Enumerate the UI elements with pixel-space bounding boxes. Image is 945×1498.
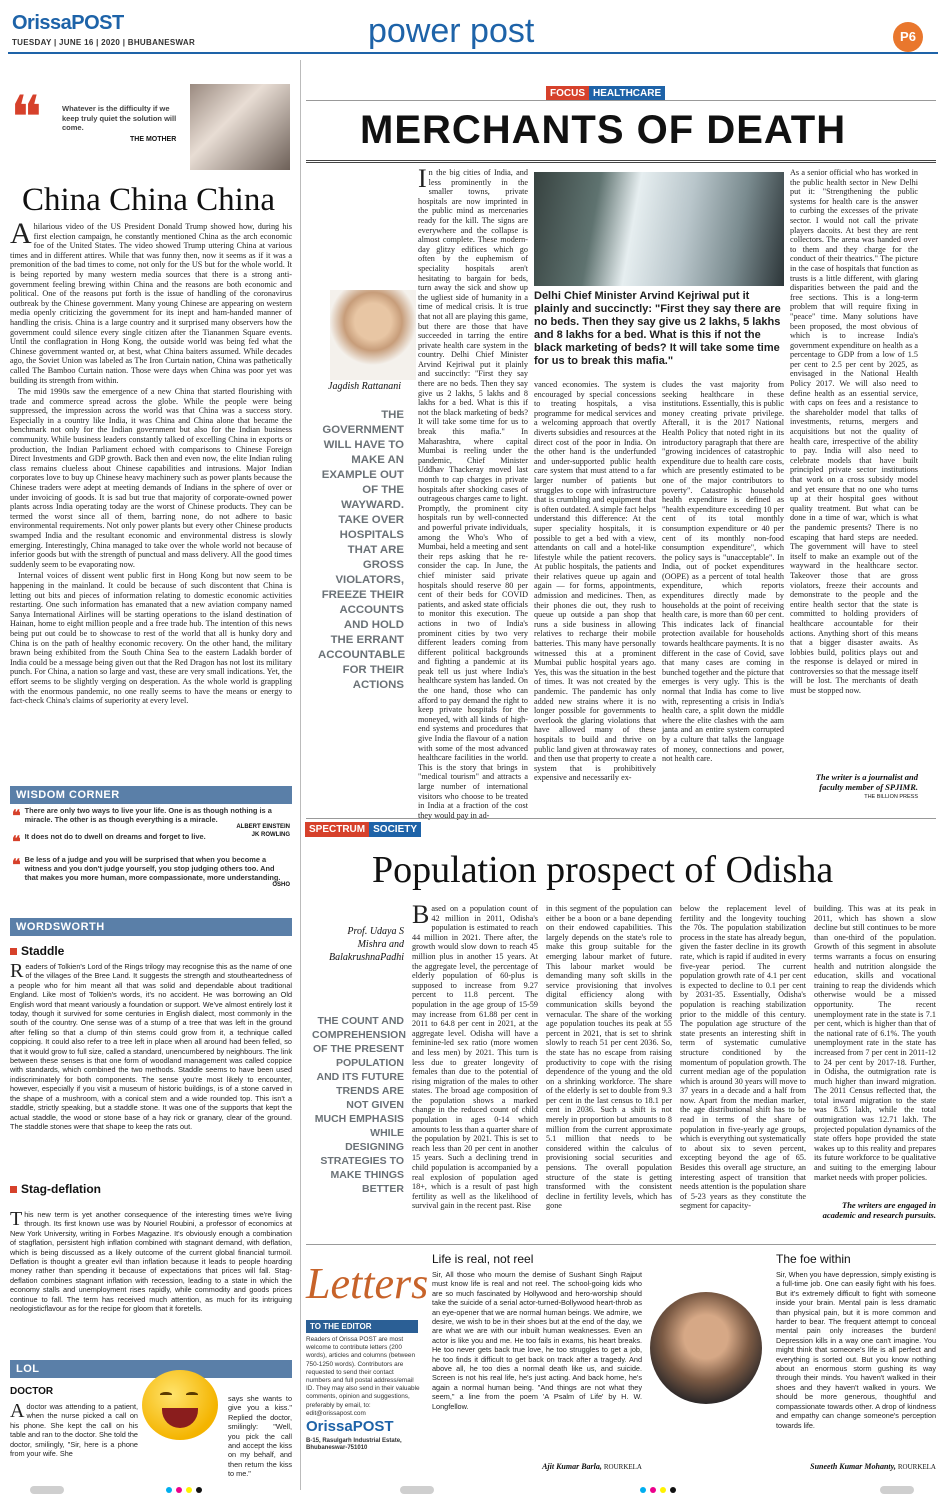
lol-header: LOL (10, 1360, 292, 1378)
article-column-3: below the replacement level of fertility and the longevity touching the 70s. The population stabilization process in the state has already begun, given the faster decline in its growth rate, which is rapid if audited in every five-year period. The current population growth rate of 4.1 per cent is expected to decline to 0.1 per cent by 2031-35. Essentially, Odisha's population is reaching stabilization prior to the middle of this century. The population age structure of the state presents an interesting shift in term of systematic cumulative structure conditioned by the momentum of population growth. The current median age of the population which is around 30 years will move to 37 years in a decade and a half from now. Apart from the median marker, the age distributional shift has to be read in terms of the share of population in five-yearly age groups, which is everything out systematically to about six to seven percent, excepting beyond the age of 65. Besides this overall age structure, an interesting aspect of transition that needs attention is the population share of 5-23 years as they constitute the segment for capacity- (680, 904, 806, 1211)
article-column-3: cludes the vast majority from seeking healthcare in these institutions. Essentially, this is public money creating private privilege. Afterall, it is the 2017 National Health Policy that noted right in its introductory paragraph that there are "growing incidences of catastrophic expenditure due to health care costs, which are presently estimated to be one of the major contributors to poverty". Catastrophic household health expenditure is defined as "health expenditure exceeding 10 per cent of its total monthly consumption expenditure or 40 per cent of its monthly non-food consumption expenditure", which the policy says is "unacceptable". In India, out of pocket expenditures (OOPE) as a percent of total health expenditure, which reports expenditures directly made by households at the point of receiving health care, is more than 60 per cent. This indicates lack of financial protection available for households towards healthcare payments. It is no different in the case of Covid, save that many cases are coming in bunched together and the picture that emerges is very ugly. This is the normal that India has come to live with, representing a crisis in India's health care, a split down the middle where the elite clashes with the aam janta and an entire system corrupted by a culture that talks the language of money, connections and power, not health care. (662, 380, 785, 764)
letters-title: Letters (306, 1259, 429, 1308)
article-column-2: in this segment of the population can either be a boon or a bane depending on their endowed capabilities. This largely depends on the state's role to make this group suitable for the emerging labour market of future. This labour market would be demanding many soft skills in the service provisioning that involves digital efficiency along with communication skills beyond the vernacular. The share of the working age population touches its peak at 55 percent in 2021, that is set to shrink slowly to reach 51 per cent 2036. So, the state has no escape from raising productivity to cope with the rising dependence of the young and the old on a shrinking workforce. The share of the elderly is set to double from 9.3 per cent in the last census to 18.1 per cent in 2036. Such a shift is not merely in proportion but amounts to 8 million from the current approximate 5.1 million that needs to be considered within the calculus of provisioning social securities and pensions. The overall population structure of the state is getting transformed with the consistent decline in fertility levels, which has gone (546, 904, 672, 1211)
quote-icon: ❝ (12, 806, 21, 825)
divider (306, 1244, 936, 1245)
letter-signature: Ajit Kumar Barla, ROURKELA (542, 1462, 642, 1471)
staddle-heading: Staddle (10, 944, 64, 958)
editorial-title: China China China (22, 182, 275, 218)
letters-note: Readers of Orissa POST are most welcome to contribute letters (200 words), articles and columns (between 750-1250 words). Contributors are requested to send their contact numbers and full postal address/email ID. They may also send in their valuable comments, opinion and suggestions, preferably by email, to: edit@orissapost.com (306, 1336, 420, 1417)
pull-quote: THE GOVERNMENT WILL HAVE TO MAKE AN EXAMPLE OUT OF THE WAYWARD. TAKE OVER HOSPITALS THAT ARE GROSS VIOLATORS, FREEZE THEIR ACCOUNTS AND HOLD THE ERRANT ACCOUNTABLE FOR THEIR ACTIONS (318, 409, 406, 691)
photo-caption: Delhi Chief Minister Arvind Kejriwal put it plainly and succinctly: "First they say there are no beds. Then they say give us 2 lakhs, 5 lakhs and 8 lakhs for a bed. What is this if not the black marketing of beds? It will take some time for us to break this mafia." (534, 290, 781, 367)
author-name: Jagdish Rattanani (328, 381, 402, 392)
section-tag: SPECTRUM SOCIETY (305, 824, 421, 835)
wisdom-quote: ❝ It does not do to dwell on dreams and forget to live. JK ROWLING (12, 832, 290, 851)
article-column-4: building. This was at its peak in 2011, which has shown a slow decline but still continues to be more than one-third of the population. Growth of this segment in absolute terms warrants a focus on ensuring health and nutrition alongside the education, skills and vocational training to reap the dividends which otherwise would be a missed opportunity. The recent unemployment rate in the state is 7.1 per cent, which is higher than that of the national rate of 6.1%. The youth unemployment rate in the state has increased from 7 per cent in 2011-12 to 24 per cent by 2017-18. Further, in Odisha, the outmigration rate is much higher than inward migration. The 2011 Census reflected that, the total inward migration to the state was 8.55 lakh, while the total outmigration was 12.71 lakh. The projected population dynamics of the state offers hope provided the state wakes up to this reality and prepares its future workforce to be qualitative and suiting to the emerging labour market needs with proper policies. (814, 904, 936, 1182)
letter-title: The foe within (776, 1252, 851, 1266)
section-tag: FOCUS HEALTHCARE (546, 88, 665, 99)
color-dots (166, 1487, 202, 1493)
divider (306, 100, 936, 101)
article-column-2: vanced economies. The system is encouraged by special concessions to treating hospitals, a visa programme for medical services and a welcoming approach that overtly diverts subsidies and resources at the direct cost of the poor in India. On the other hand is the underfunded and under-supported public health care system that must attend to a far larger number of patients but struggles to cope with infrastructure that is crumbling and equipment that is often outdated. A simple fact helps understand this difference: At the super speciality hospitals, it is possible to get a bed with a view, attendants on call and a hotel-like lifestyle while the patient recovers. At public hospitals, the patients and their relatives queue up again and again — for forms, appointments, admission and medicines. Then, as their phones die out, they rush to queue up outside a pan shop that runs a side business in allowing relatives to recharge their mobile batteries. This many have personally witnessed this at a prominent Mumbai public hospital years ago. Yes, this was the situation in the best of times. It was not created by the pandemic. The pandemic has only added new strains where it is no longer possible for governments to overlook the glaring violations that have allowed many of these hospitals to build and thrive on public land given at throwaway rates and then use that property to create a system that is prohibitively expensive and necessarily ex- (534, 380, 656, 783)
letter-body: Sir, When you have depression, simply existing is a full-time job. One can easily fight with his foes. But it's extremely difficult to fight with someone inside your brain. Mental pain is less dramatic than physical pain, but it is more common and harder to bear. The frequent attempt to conceal mental pain only increases the burden! Depression kills in a way one can't imagine. You might think that someone's life is all perfect and everything is sorted out. But you know nothing about an enormous storm gushing its way through their minds. You haven't walked in their shoes and they haven't walked in yours. We should be more generous, thoughtful and compassionate towards other. A drop of kindness and empathy can change someone's perception towards life. (776, 1270, 936, 1430)
stag-deflation-heading: Stag-deflation (10, 1182, 101, 1196)
newspaper-logo: OrissaPOST (306, 1418, 394, 1435)
the-mother-photo (190, 84, 290, 170)
wisdom-quote: ❝ There are only two ways to live your life. One is as though nothing is a miracle. The other is as though everything is a miracle. ALBERT EINSTEIN (12, 806, 290, 830)
joke-title: DOCTOR (10, 1386, 54, 1397)
wordsworth-header: WORDSWORTH (10, 918, 292, 936)
quote-icon: ❝ (10, 83, 43, 153)
masthead (8, 8, 938, 54)
sushant-singh-rajput-photo (650, 1292, 762, 1404)
top-quote-author: THE MOTHER (130, 136, 177, 143)
writer-note: The writer is a journalist and faculty member of SPJIMR. (815, 772, 918, 792)
staddle-body: Readers of Tolkien's Lord of the Rings trilogy may recognise this as the name of one of the villages of the Bree Land. It suggests the strength and stoutheartedness of a people who for him meant all that was solid and dependable about traditional England. Like most of Tolkien's words, it's no accident. He was borrowing an Old English word that meant variously a foundation or support. We've almost entirely lost it today, though it survived for some centuries in English dialect, most commonly in the south of the country. One sense was of a stump of a tree that was left in the ground after felling so that a clump of thin stems could grow from it, a technique called coppicing. It could also refer to a tree left in place when all around had been felled, so that it would grow to full size, called a standard, unencumbered by neighbours. The link between these senses is that one form of woodland management was called coppice with standards, which combined the two methods. Staddle seems to have been used indiscriminately for both components. The sense you're most likely to encounter, however, especially if you visit a museum of historic buildings, is of a stone carved in the shape of a mushroom, with a conical stem and a wide rounded top. This isn't a staddle, strictly speaking, but a staddle stone. It was one of the supports that kept the actual staddle, the wood or stone base of a hay rick or granary, clear of the ground. The staddle stones were that shape to keep the rats out. (10, 960, 292, 1131)
author-photo (330, 290, 416, 380)
article-authors: Prof. Udaya S Mishra and BalakrushnaPadhi (329, 926, 404, 963)
quote-icon: ❝ (12, 832, 21, 851)
registration-mark (880, 1486, 914, 1494)
dropcap: A (10, 217, 32, 250)
wisdom-quote: ❝ Be less of a judge and you will be surprised that when you become a witness and you don't judge yourself, you stop judging others too. And that makes you more human, more compassionate, more understanding. OSHO (12, 855, 290, 888)
pull-quote: THE COUNT AND COMPREHENSION OF THE PRESENT POPULATION AND ITS FUTURE TRENDS ARE NOT GIVEN MUCH EMPHASIS WHILE DESIGNING STRATEGIES TO MAKE THINGS BETTER (312, 1015, 406, 1195)
column-divider (300, 60, 301, 1490)
letter-body: Sir, All those who mourn the demise of Sushant Singh Rajput must know life is real and not reel. The school-going kids who are so much fascinated by Hollywood and hero-worship should take the suicide of a serial actor-turned-Bollywood heart-throb as an eye-opener that we are normal human beings. We admire, we desire, we wish to be in their shoes but at the end of the day, we are what we are with our inbuilt human weaknesses. Even an actor is like you and me. He too fails in exams, his heart breaks. He too never gets back true love, he too struggles to get a job, he too finds it difficult to get back on track after a tragedy. And above all, he too dies a normal death like us, and suicide. Screen is not his real life, he's just acting. And back home, he's again a normal human being. "And things are not what they seem," a line from the poem 'A Psalm of Life' by H. W. Longfellow. (432, 1270, 642, 1411)
divider (306, 818, 936, 819)
wisdom-corner-header: WISDOM CORNER (10, 786, 292, 804)
newspaper-logo: OrissaPOST (12, 12, 124, 34)
postal-address: B-15, Rasulgarh Industrial Estate, Bhubaneswar-751010 (306, 1438, 402, 1452)
top-quote-text: Whatever is the difficulty if we keep truly quiet the solution will come. (62, 104, 177, 132)
quote-icon: ❝ (12, 855, 21, 874)
divider (306, 160, 936, 163)
page-title: power post (368, 12, 535, 50)
page-number-badge: P6 (893, 22, 923, 52)
letter-title: Life is real, not reel (432, 1252, 534, 1266)
article-column-1: In the big cities of India, and less prominently in the smaller towns, private hospitals are now imprinted in the public mind as mercenaries ready for the kill. The signs are everywhere and the collapse is almost complete. These modern-day glitzy edifices which go often by the euphemism of speciality hospitals aren't hesitating to bargain for beds, turn away the sick and show up the ugliest side of humanity in a time of medical crisis. It is true that not all are playing this game, but there are those that have succeeded in tarring the entire private health care system in the country. Delhi Chief Minister Arvind Kejriwal put it plainly and succinctly: "First they say there are no beds. Then they say give us 2 lakhs, 5 lakhs and 8 lakhs for a bed. What is this if not the black marketing of beds? It will take some time for us to break this mafia." In Maharashtra, where capital Mumbai is reeling under the pandemic, Chief Minister Uddhav Thackeray moved last month to cap charges in private hospitals after shocking cases of outrageous charges came to light. Promptly, the prominent city hospitals run by well-connected and powerful private individuals, among the Who's Who of Mumbai, held a meeting and sent their reps asking that he re-consider the cap. In June, the chief minister said private hospitals should reserve 80 per cent of their beds for COVID patients, and asked state officials to monitor this execution. The actions in two of India's prominent cities by two very different leaders coming from different political backgrounds and fighting a pandemic at its peak tell us just where India's healthcare system has landed. On the one hand, those who can afford to pay demand the right to keep private hospitals for the moneyed, with all kinds of high-end systems and procedures that give India the flavour of a nation with some of the most advanced healthcare facilities in the world. This is the story that brings in "medical tourism" and attracts a large number of international visitors who choose to be treated in India at a fraction of the cost they would pay in ad- (418, 164, 528, 820)
writer-note: The writers are engaged in academic and research pursuits. (822, 1200, 936, 1220)
registration-mark (30, 1486, 64, 1494)
letters-subtitle: TO THE EDITOR (306, 1320, 418, 1333)
registration-mark (400, 1486, 434, 1494)
article-column-1: Based on a population count of 42 million in 2011, Odisha's population is estimated to reach 44 million in 2021. There after, the growth would slow down to reach 45 million plus in another 15 years. At the aggregate level, the percentage of elderly population of 60-plus is supposed to increase from 9.27 percent to 11.8 percent. The population in the age group of 15-59 may increase from 61.88 per cent in 2011 to 64.8 per cent in 2021, at the aggregate level. Odisha will have a feminine-led sex ratio (more women and less men) by 2021. This turn is less due to greater longevity of females than due to the potential of rising migration of the males to other states. The broad age composition of the population shows a marked change in the reduced count of child population in ages 0-14 which amounts to less than a quarter share of the population by 2021. This is set to reach less than 20 per cent in another 15 years. Such a declining trend in child population is accompanied by a real explosion of population aged 18+, which is a result of past high fertility as well as the likelihood of survival gain in the recent past. Rise (412, 900, 538, 1211)
article-headline: Population prospect of Odisha (372, 849, 834, 891)
dateline: TUESDAY | JUNE 16 | 2020 | BHUBANESWAR (12, 38, 196, 47)
hospital-ppe-photo (534, 172, 784, 286)
wisdom-quotes (12, 806, 290, 888)
credit: THE BILLION PRESS (864, 794, 918, 800)
article-column-4: As a senior official who has worked in the public health sector in New Delhi put it: "Strengthening the public systems for health care is the answer to curbing the excesses of the private sector. I would not call the private players dacoits. At best they are rent collectors. The arena was handed over to them and they charge for the conduct of their theatrics." The picture in the case of hospitals that function as trusts is a little different, with glaring disparities between the paid and the free sections. This is a long-term problem that will require fixing in "peace" time. Many solutions have been proposed, the most obvious of which is to increase India's government expenditure on health as a percentage to GDP from a low of 1.5 per cent to 2.5 per cent by 2025, as envisaged in the National Health Policy 2017. We will also need to define health as an essential service, with caps on fees and a resistance to the shareholder model that talks of investments, returns, mergers and acquisitions but not the quality of health care, irrespective of the ability to pay. India will also need to celebrate models that have built principled private sector institutions that work on a cross subsidy model and yet ensure that no one who turns up at their hospital goes without quality treatment. But what can be done in a time of war, which is what the pandemic presents? There is no escaping that hard steps are needed. The government will have to steel itself to make an example out of the wayward in the healthcare sector. Takeover those that are gross violators, freeze their accounts and demonstrate to the people and the entire health sector that the state is committed to holding providers of healthcare accountable for their actions. Anything short of this means that a bigger disaster awaits. As lobbies build, politics plays out and the response is delayed or mired in controversies so that the message itself will be lost. The merchants of death must be stopped now. (790, 168, 918, 696)
article-headline: MERCHANTS OF DEATH (360, 108, 847, 152)
joke-text-right: says she wants to give you a kiss." Replied the doctor, smilingly: "Well, you pick the call and accept the kiss on my behalf, and then return the kiss to me." (228, 1394, 292, 1479)
joke-text-left: Adoctor was attending to a patient, when the nurse picked a call on his phone. She kept the call on his table and ran to the doctor. She told the doctor, smilingly, "Sir, here is a phone from your wife. She (10, 1400, 138, 1459)
stag-deflation-body: This new term is yet another consequence of the interesting times we're living through. Its first known use was by Nouriel Roubini, a professor of economics at New York University, writing in Forbes Magazine. It's obviously enough a combination of stagflation, persistent high inflation combined with stagnant demand, with deflation, which is being discussed as a likely outcome of the current global financial turmoil. Deflation is thought a greater evil than inflation because it leads to people hoarding money rather than spending it because of expectations that prices will fall. Stag-deflation combines stagnant inflation with recession, leading to a state in which the economy stalls and unemployment rises rapidly, while commodity and goods prices continue to fall. The term has received much attention, as much for its intriguing neologisticflavour as for the recipe for gloom that it foretells. (10, 1208, 292, 1314)
letter-signature: Suneeth Kumar Mohanty, ROURKELA (810, 1462, 936, 1471)
editorial-body: Ahilarious video of the US President Donald Trump showed how, during his first election campaign, he constantly mentioned China as the arch economic foe of the United States. The video showed Trump uttering China at various times and in different attires. While that was funny then, now it seems as if it was a premonition of the bad times to come, not only for the US but for the whole world. It is being reported by many western media sources that there is a strong anti-government feeling brewing within China and the reasons are both economic and political. One of the reasons put forth is the issue of handling of the coronavirus outbreak by the Chinese government. Many young Chinese are appearing on western media openly criticizing the government for its inept and ham-handed manner of handling the crisis. China is a large country and it surprised many observers how the government could silence every single citizen after the Tiananmen Square events. Until the conflagration in Hong Kong, the outside world was being fed what the Chinese government wanted or, at best, what China baiters assumed. While decades ago, the Soviet Union was labeled as The Iron Curtain nation, China was pathetically called The Bamboo Curtain nation. Those were days when China was poor yet was building its strength from within. The mid 1990s saw the emergence of a new China that started flourishing with trade and commerce spread across the globe. While the people were being suppressed, the impression across the world was that China was a success story. Especially in a country like India, it was China and China alone that became the benchmark not only for the Indian government but also for the Indian business community. While business leaders constantly talked of excelling China in exports or production, the Indian Parliament echoed with comparisons to Chinese Foreign Direct Investments and GDP growth. Back then and even now, the elite Indian ruling class remains clueless about Chinese capabilities and intrusions. Major Indian corporates love to buy up Chinese heavy machinery such as power plants because the Chinese traders were adept at meeting demands of Indians in the sphere of over or under invoicing of goods. It is sad but true that majority of corporate-owned power plants across India operating today are the worst of Chinese products. They can be termed the worst since all of them, barring none, do not adhere to basic environmental requirements. Not only power plants but every other Chinese products swamped India and the resultant economic and environmental distress is slowly emerging. Interestingly, China managed to take over the whole world not because of inferior goods but with the strength of punctual and mass delivery. All the good times suddenly seem to be evaporating now. Internal voices of dissent went public first in Hong Kong but now seem to be happening in the mainland. It could be because of such discontent that China is letting out bits and pieces of information relating to domestic economic activities restarting. One such information has emanated that a new aviation company named Sanya International Airlines will be starting operations to the island destination of Hainan, home to eight million people and a free trade hub. The intention of this news being put out could be to showcase to rest of the world that all is hunky dory and China is on the path of healthy economic recovery. On the other hand, the military brawn being exhibited from the South China Sea to the eastern Ladakh border of India could be a message being given out that the Red Dragon has not lost its military punch. For China, a nation so large and vast, these are very small indications. Yet, the effort seems to be slightly verging on desperation. As the whole world is grappling with the enormous pandemic, no one really seems to have the means or energy to fact-check China's claims of superiority at every level. (10, 217, 292, 706)
color-dots (640, 1487, 676, 1493)
